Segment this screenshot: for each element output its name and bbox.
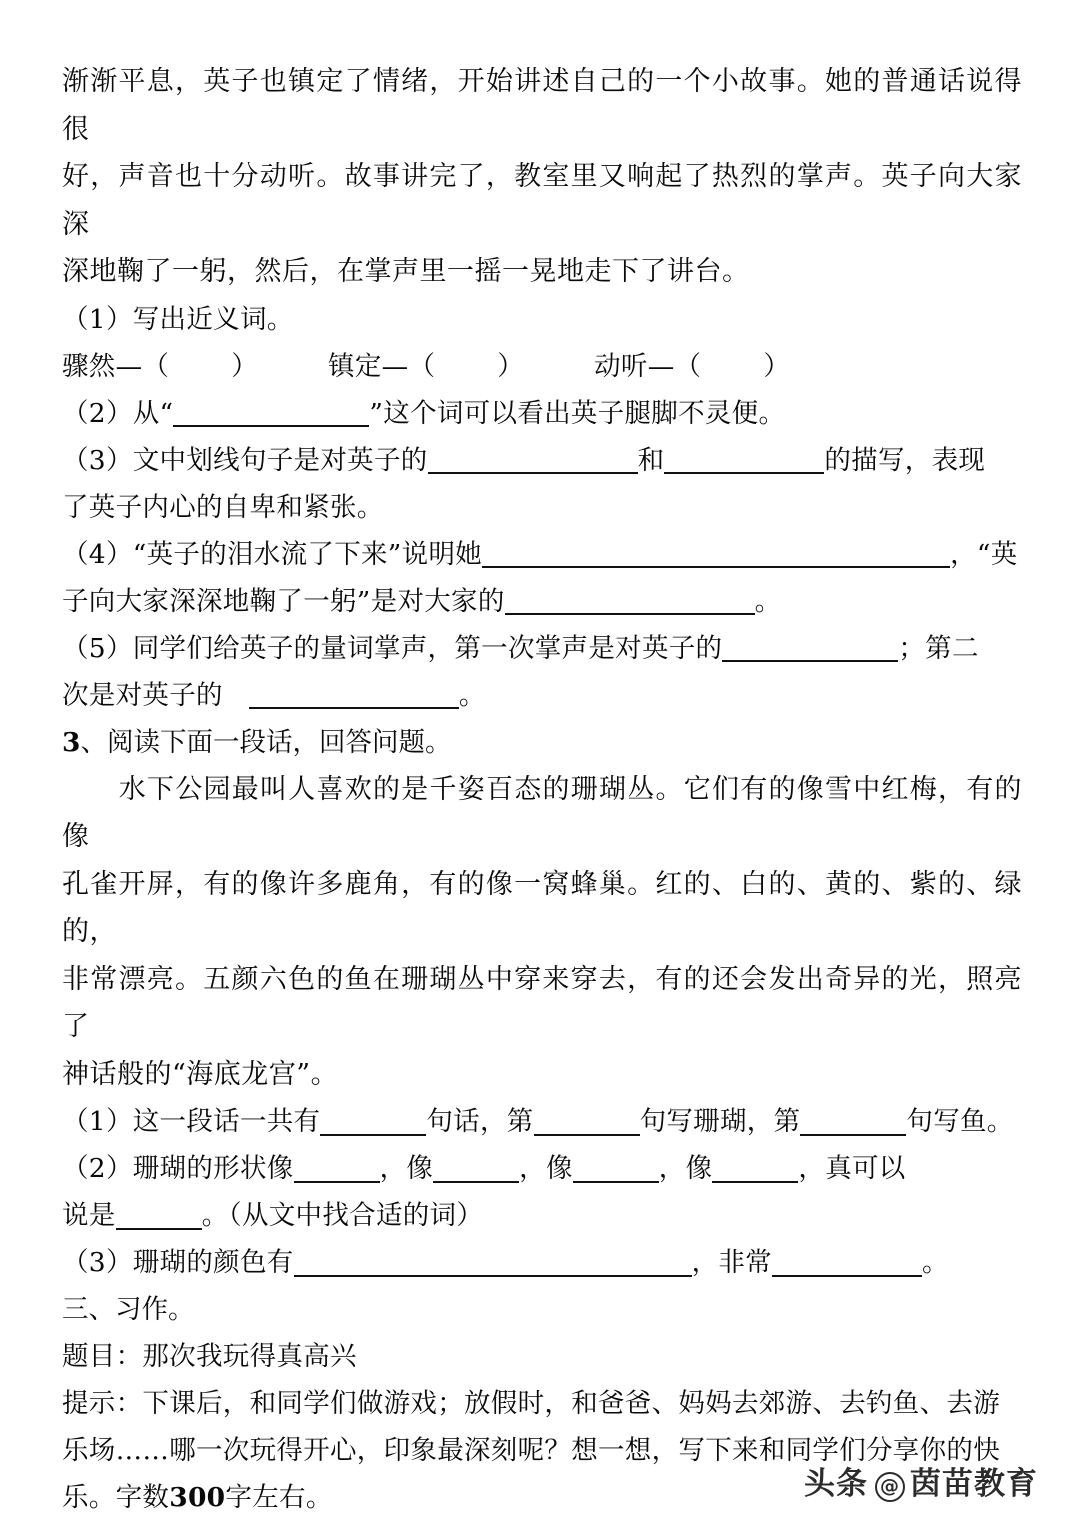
question-3-2-line-2-post: 。（从文中找合适的词） (201, 1200, 484, 1231)
section-3-number: 3 (62, 726, 81, 758)
answer-blank[interactable] (116, 1200, 202, 1230)
answer-blank[interactable] (433, 1153, 519, 1183)
question-1-5-line-2-post: 。 (458, 679, 486, 711)
question-3-1-mid-1: 句话，第 (426, 1106, 534, 1137)
question-1-3-mid: 和 (637, 444, 665, 476)
question-1-3-pre: （3）文中划线句子是对英子的 (62, 444, 428, 476)
question-3-2-line-2 (62, 1192, 1022, 1239)
section-3-heading-text: 、阅读下面一段话，回答问题。 (80, 726, 452, 758)
question-1-2-post: ”这个词可以看出英子腿脚不灵便。 (369, 397, 786, 429)
passage-2-line-1: 水下公园最叫人喜欢的是千姿百态的珊瑚丛。它们有的像雪中红梅，有的像 (62, 773, 1022, 852)
essay-prompt-line-2: 乐场……哪一次玩得开心，印象最深刻呢？想一想，写下来和同学们分享你的快 (62, 1435, 1000, 1466)
question-3-1-mid-2: 句写珊瑚，第 (639, 1106, 801, 1137)
synonym-word-2: 镇定 (328, 350, 382, 382)
question-1-4-line-2-pre: 子向大家深深地鞠了一躬”是对大家的 (62, 585, 505, 617)
section-writing-heading: 三、习作。 (62, 1294, 195, 1325)
passage-1-line-2: 好，声音也十分动听。故事讲完了，教室里又响起了热烈的掌声。英子向大家深 (62, 161, 1022, 240)
question-3-2-sep-1: ，像 (379, 1153, 434, 1184)
question-3-2-post: ，真可以 (798, 1153, 906, 1184)
answer-blank[interactable] (505, 586, 755, 616)
answer-blank[interactable] (482, 539, 950, 569)
answer-blank[interactable] (800, 1106, 906, 1136)
question-1-3-post: 的描写，表现 (824, 444, 986, 476)
question-1-4-line-2 (62, 578, 1022, 625)
question-1-5-pre: （5）同学们给英子的量词掌声，第一次掌声是对英子的 (62, 632, 723, 664)
question-3-1-post: 句写鱼。 (906, 1106, 1014, 1137)
answer-blank[interactable] (712, 1153, 798, 1183)
essay-word-count: 300 (169, 1482, 226, 1513)
reading-passage-2 (62, 766, 1022, 1099)
question-1-1-label: （1）写出近义词。 (62, 303, 294, 335)
question-3-2 (62, 1145, 1022, 1192)
question-1-3-line-2: 了英子内心的自卑和紧张。 (62, 491, 384, 523)
at-symbol-icon: @ (875, 1472, 905, 1502)
essay-prompt-line-1: 提示：下课后，和同学们做游戏；放假时，和爸爸、妈妈去郊游、去钓鱼、去游 (62, 1388, 1000, 1419)
answer-blank[interactable] (294, 1153, 380, 1183)
question-3-2-sep-2: ，像 (519, 1153, 573, 1184)
question-1-5-line-2 (62, 672, 1022, 719)
synonym-close-paren-1: ） (231, 350, 259, 382)
question-1-4 (62, 531, 1022, 578)
question-1-5 (62, 625, 1022, 672)
watermark-platform: 头条 (804, 1466, 868, 1502)
question-3-3-pre: （3）珊瑚的颜色有 (62, 1247, 294, 1278)
question-3-3-mid: ，非常 (691, 1247, 772, 1278)
passage-2-line-3: 非常漂亮。五颜六色的鱼在珊瑚丛中穿来穿去，有的还会发出奇异的光，照亮了 (62, 963, 1022, 1042)
synonym-dash-3: — (647, 350, 675, 382)
essay-prompt-line-3-post: 字左右。 (225, 1482, 333, 1513)
passage-2-line-4: 神话般的“海底龙宫”。 (62, 1058, 339, 1090)
synonym-word-1: 骤然 (62, 350, 116, 382)
passage-1-line-1: 渐渐平息，英子也镇定了情绪，开始讲述自己的一个小故事。她的普通话说得很 (62, 66, 1022, 145)
question-1-3 (62, 437, 1022, 484)
synonym-word-3: 动听 (594, 350, 648, 382)
answer-blank[interactable] (320, 1106, 426, 1136)
question-1-2 (62, 390, 1022, 437)
question-1-4-line-2-post: 。 (754, 585, 782, 617)
question-3-1-pre: （1）这一段话一共有 (62, 1106, 321, 1137)
watermark (804, 1458, 1038, 1503)
answer-blank[interactable] (294, 1247, 692, 1277)
watermark-account: 茵苗教育 (910, 1466, 1038, 1502)
answer-blank[interactable] (573, 1153, 659, 1183)
question-1-4-pre: （4）“英子的泪水流了下来”说明她 (62, 538, 483, 570)
synonym-open-paren-3: （ (674, 350, 702, 382)
question-3-3 (62, 1239, 1022, 1286)
essay-title: 题目：那次我玩得真高兴 (62, 1341, 357, 1372)
answer-blank[interactable] (173, 398, 369, 428)
question-1-2-pre: （2）从“ (62, 397, 174, 429)
synonym-dash-2: — (381, 350, 409, 382)
question-1-5-line-2-pre: 次是对英子的 (62, 679, 223, 711)
question-1-1-synonym-row (62, 343, 1022, 390)
answer-blank[interactable] (534, 1106, 640, 1136)
passage-1-line-3: 深地鞠了一躬，然后，在掌声里一摇一晃地走下了讲台。 (62, 256, 750, 287)
synonym-open-paren-1: （ (142, 350, 170, 382)
essay-prompt-line-3-pre: 乐。字数 (62, 1482, 170, 1513)
section-3-heading (62, 719, 1022, 766)
answer-blank[interactable] (772, 1247, 922, 1277)
answer-blank[interactable] (249, 680, 459, 710)
question-3-2-sep-3: ，像 (658, 1153, 713, 1184)
question-3-3-post: 。 (921, 1247, 949, 1278)
question-1-5-post: ；第二 (898, 632, 979, 664)
synonym-dash-1: — (115, 350, 143, 382)
question-3-2-line-2-pre: 说是 (62, 1200, 116, 1231)
reading-passage-1 (62, 58, 1022, 296)
answer-blank[interactable] (664, 445, 824, 475)
answer-blank[interactable] (428, 445, 638, 475)
passage-2-line-2: 孔雀开屏，有的像许多鹿角，有的像一窝蜂巢。红的、白的、黄的、紫的、绿的， (62, 868, 1022, 947)
synonym-close-paren-3: ） (763, 350, 791, 382)
synonym-open-paren-2: （ (408, 350, 436, 382)
synonym-close-paren-2: ） (497, 350, 525, 382)
question-3-2-pre: （2）珊瑚的形状像 (62, 1153, 294, 1184)
answer-blank[interactable] (722, 633, 898, 663)
question-1-4-post: ，“英 (950, 538, 1018, 570)
question-3-1 (62, 1098, 1022, 1145)
